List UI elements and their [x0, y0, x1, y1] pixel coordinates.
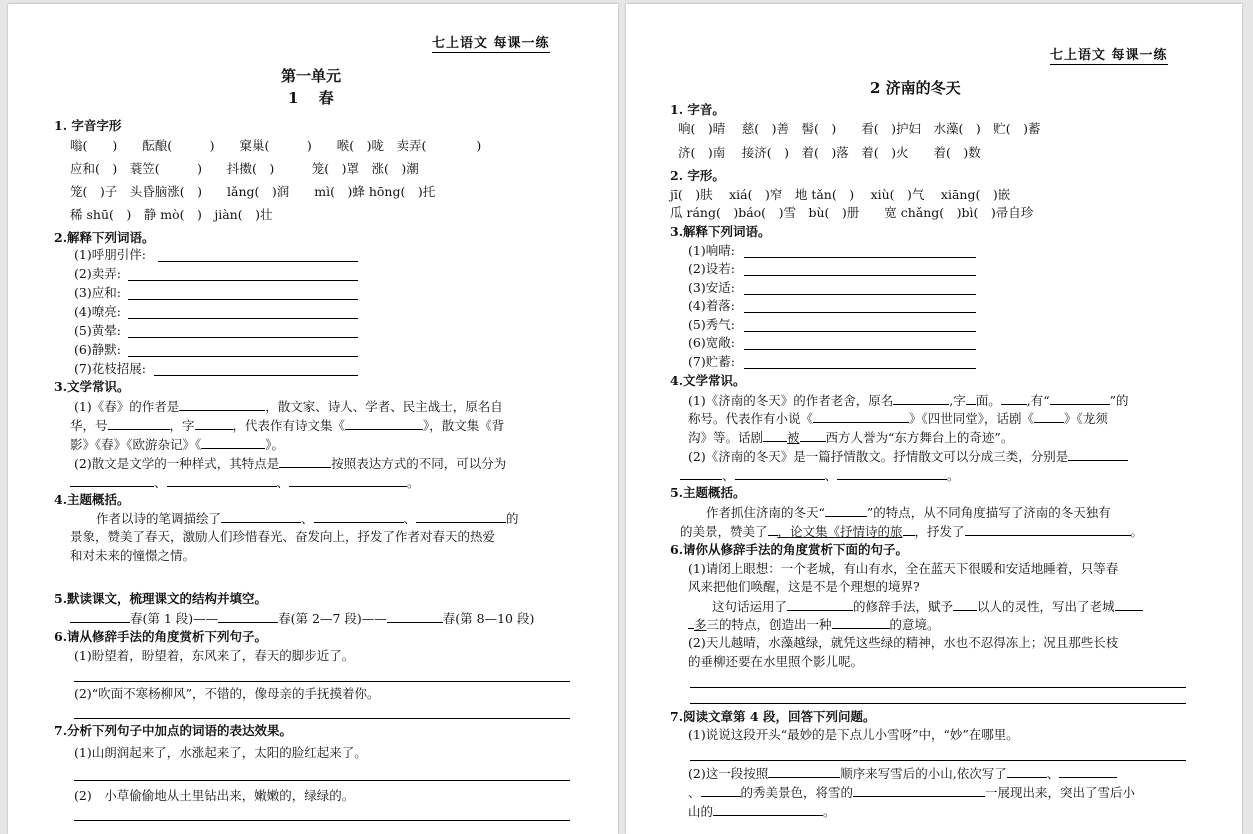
blank[interactable] [768, 765, 840, 778]
answer-line[interactable] [74, 681, 570, 682]
section-title: 5.主题概括。 [670, 485, 746, 500]
section-title: 4.文学常识。 [670, 373, 746, 388]
blank[interactable] [416, 510, 506, 523]
blank[interactable] [837, 467, 947, 480]
term-item: (2)设若: [688, 261, 735, 276]
section-title: 4.主题概括。 [54, 492, 130, 507]
blank[interactable] [853, 784, 985, 797]
blank[interactable] [832, 616, 890, 629]
blank[interactable] [713, 803, 823, 816]
section-title: 3.解释下列词语。 [670, 224, 771, 239]
question-text: (1)盼望着，盼望着，东风来了，春天的脚步近了。 [74, 648, 355, 663]
blank[interactable] [201, 436, 265, 449]
blank[interactable] [903, 523, 915, 536]
pinyin-row: 响( )晴 慈( )善 髻( ) 看( )护妇 水藻( ) 贮( )蓄 [678, 121, 1041, 136]
answer-line[interactable] [744, 275, 976, 276]
question-line: 称号。代表作有小说《 》《四世同堂》，话剧《 》《龙须 [688, 411, 1108, 426]
question-line: 作者抓住济南的冬天“ ”的特点，从不同角度描写了济南的冬天独有 [706, 505, 1111, 520]
section-title: 2.解释下列词语。 [54, 230, 155, 245]
question-line: (1)《济南的冬天》的作者老舍，原名 ,字 面。 ,有“ ”的 [688, 393, 1129, 408]
answer-line[interactable] [128, 337, 358, 338]
term-item: (4)着落: [688, 298, 735, 313]
blank[interactable] [1034, 410, 1064, 423]
answer-line[interactable] [744, 368, 976, 369]
blank[interactable] [1068, 448, 1128, 461]
question-text: 的垂柳还要在水里照个影儿呢。 [688, 654, 864, 669]
blank[interactable] [768, 523, 778, 536]
blank[interactable] [825, 504, 867, 517]
term-item: (1)呼朋引伴: [74, 247, 146, 262]
term-item: (6)静默: [74, 342, 121, 357]
term-item: (6)宽敞: [688, 335, 735, 350]
question-line: 作者以诗的笔调描绘了 、 、 的 [96, 511, 519, 526]
answer-line[interactable] [128, 280, 358, 281]
blank[interactable] [314, 510, 404, 523]
question-line: 、 、 。 [680, 467, 960, 484]
section-title: 5.默读课文，梳理课文的结构并填空。 [54, 591, 268, 606]
term-item: (3)应和: [74, 285, 121, 300]
page-header: 七上语文 每课一练 [432, 32, 550, 53]
answer-line[interactable] [74, 718, 570, 719]
question-line: 、 、 。 [70, 474, 420, 491]
question-text: (2)天儿越晴，水藻越绿，就凭这些绿的精神，水也不忍得冻上；况且那些长枝 [688, 635, 1119, 650]
answer-line[interactable] [128, 356, 358, 357]
pinyin-row: 应和( ) 蓑笠( ) 抖擞( ) 笼( )罩 涨( )潮 [70, 161, 419, 176]
question-text: (1)说说这段开头“最妙的是下点儿小雪呀”中，“妙”在哪里。 [688, 727, 1019, 742]
question-line: (2)这一段按照 顺序来写雪后的小山,依次写了 、 [688, 765, 1117, 782]
answer-line[interactable] [74, 780, 570, 781]
term-item: (7)花枝招展: [74, 361, 146, 376]
blank[interactable] [800, 429, 826, 442]
blank[interactable] [701, 784, 741, 797]
question-text: (2) 小草偷偷地从土里钻出来，嫩嫩的，绿绿的。 [74, 788, 355, 803]
blank[interactable] [70, 474, 154, 487]
pinyin-row: 稀 shū( ) 静 mò( ) jiàn( )壮 [70, 207, 273, 222]
answer-line[interactable] [74, 820, 570, 821]
question-line: 、 的秀美景色，将雪的 一展现出来，突出了雪后小 [688, 785, 1136, 800]
question-line: 这句话运用了 的修辞手法，赋予 以人的灵性，写出了老城 [712, 598, 1143, 615]
term-item: (4)嘹亮: [74, 304, 121, 319]
blank[interactable] [70, 610, 130, 623]
question-line: 沟》等。话剧 被 西方人誉为“东方舞台上的奇迹”。 [688, 430, 1014, 445]
blank[interactable] [1115, 598, 1143, 611]
term-item: (1)响晴: [688, 243, 735, 258]
question-line: 的美景，赞美了 ，论文集《抒情诗的旅 ，抒发了 。 [680, 524, 1144, 539]
section-title: 7.阅读文章第 4 段，回答下列问题。 [670, 709, 876, 724]
answer-line[interactable] [128, 318, 358, 319]
section-title: 7.分析下列句子中加点的词语的表达效果。 [54, 723, 293, 738]
question-line: (2)散文是文学的一种样式，其特点是 按照表达方式的不同，可以分为 [74, 456, 507, 471]
question-line: (1)《春》的作者是 ，散文家、诗人、学者、民主战士，原名自 [74, 399, 503, 414]
blank[interactable] [763, 429, 787, 442]
lesson-title: 2 济南的冬天 [870, 79, 961, 97]
blank[interactable] [279, 455, 331, 468]
answer-line[interactable] [690, 687, 1186, 688]
blank[interactable] [195, 417, 233, 430]
answer-line[interactable] [128, 299, 358, 300]
question-text: (1)请闭上眼想：一个老城，有山有水，全在蓝天下很暖和安适地睡着，只等春 [688, 561, 1119, 576]
blank[interactable] [1001, 392, 1027, 405]
blank[interactable] [1007, 765, 1047, 778]
question-text: 风来把他们唤醒，这是不是个理想的境界? [688, 579, 920, 594]
section-title: 1. 字音。 [670, 102, 725, 117]
blank[interactable] [1050, 392, 1110, 405]
answer-line[interactable] [744, 312, 976, 313]
term-item: (5)黄晕: [74, 323, 121, 338]
answer-line[interactable] [158, 261, 358, 262]
pinyin-row: jī( )肤 xiá( )窄 地 tǎn( ) xiù( )气 xiāng( )嵌 [670, 187, 1011, 202]
section-title: 2. 字形。 [670, 168, 725, 183]
answer-line[interactable] [154, 375, 358, 376]
lesson-title: 1 春 [288, 89, 334, 107]
blank[interactable] [813, 410, 909, 423]
pinyin-row: 笼( )子 头昏脑涨( ) lǎng( )润 mì( )蜂 hōng( )托 [70, 184, 436, 199]
question-line: 山的 。 [688, 804, 836, 819]
question-line: 春(第 1 段)—— 春(第 2—7 段)—— 春(第 8—10 段) [70, 610, 534, 627]
answer-line[interactable] [744, 257, 976, 258]
blank[interactable] [179, 398, 265, 411]
term-item: (5)秀气: [688, 317, 735, 332]
blank[interactable] [218, 610, 278, 623]
blank[interactable] [167, 474, 277, 487]
answer-line[interactable] [744, 294, 976, 295]
blank[interactable] [965, 523, 1131, 536]
blank[interactable] [893, 392, 949, 405]
pinyin-row: 济( )南 接济( ) 着( )落 着( )火 着( )数 [678, 145, 981, 160]
term-item: (3)安适: [688, 280, 735, 295]
question-text: (2)“吹面不寒杨柳风”，不错的，像母亲的手抚摸着你。 [74, 686, 380, 701]
answer-line[interactable] [690, 760, 1186, 761]
blank[interactable] [1059, 765, 1117, 778]
question-line: 华，号 ，字 ，代表作有诗文集《 》，散文集《背 [70, 418, 505, 433]
blank[interactable] [108, 417, 170, 430]
section-title: 3.文学常识。 [54, 379, 130, 394]
blank[interactable] [680, 467, 722, 480]
pinyin-row: 嗡( ) 酝酿( ) 窠巢( ) 喉( )咙 卖弄( ) [70, 138, 482, 153]
question-line: 和对未来的憧憬之情。 [70, 548, 196, 563]
unit-title: 第一单元 [281, 67, 342, 85]
answer-line[interactable] [744, 349, 976, 350]
blank[interactable] [787, 598, 853, 611]
question-line: 景象，赞美了春天，激励人们珍惜春光、奋发向上，抒发了作者对春天的热爱 [70, 529, 496, 544]
question-text: (1)山朗润起来了，水涨起来了，太阳的脸红起来了。 [74, 745, 367, 760]
blank[interactable] [735, 467, 825, 480]
page-header: 七上语文 每课一练 [1050, 44, 1168, 65]
section-title: 6.请你从修辞手法的角度赏析下面的句子。 [670, 542, 909, 557]
question-line: 影》《春》《欧游杂记》《 》。 [70, 437, 285, 452]
blank[interactable] [387, 610, 443, 623]
section-title: 1. 字音字形 [54, 118, 122, 133]
answer-line[interactable] [744, 331, 976, 332]
worksheet-page-2 [626, 4, 1242, 834]
section-title: 6.请从修辞手法的角度赏析下列句子。 [54, 629, 268, 644]
worksheet-page-1 [8, 4, 618, 834]
blank[interactable] [966, 392, 976, 405]
blank[interactable] [221, 510, 301, 523]
pinyin-row: 瓜 ráng( )báo( )雪 bù( )册 宽 chǎng( )bì( )帚自珍 [670, 205, 1034, 220]
term-item: (2)卖弄: [74, 266, 121, 281]
question-line: 多三的特点，创造出一种 的意境。 [688, 616, 940, 633]
blank[interactable] [345, 417, 423, 430]
blank[interactable] [953, 598, 977, 611]
question-line: (2)《济南的冬天》是一篇抒情散文。抒情散文可以分成三类，分别是 [688, 448, 1128, 465]
answer-line[interactable] [690, 703, 1186, 704]
term-item: (7)贮蓄: [688, 354, 735, 369]
blank[interactable] [289, 474, 407, 487]
